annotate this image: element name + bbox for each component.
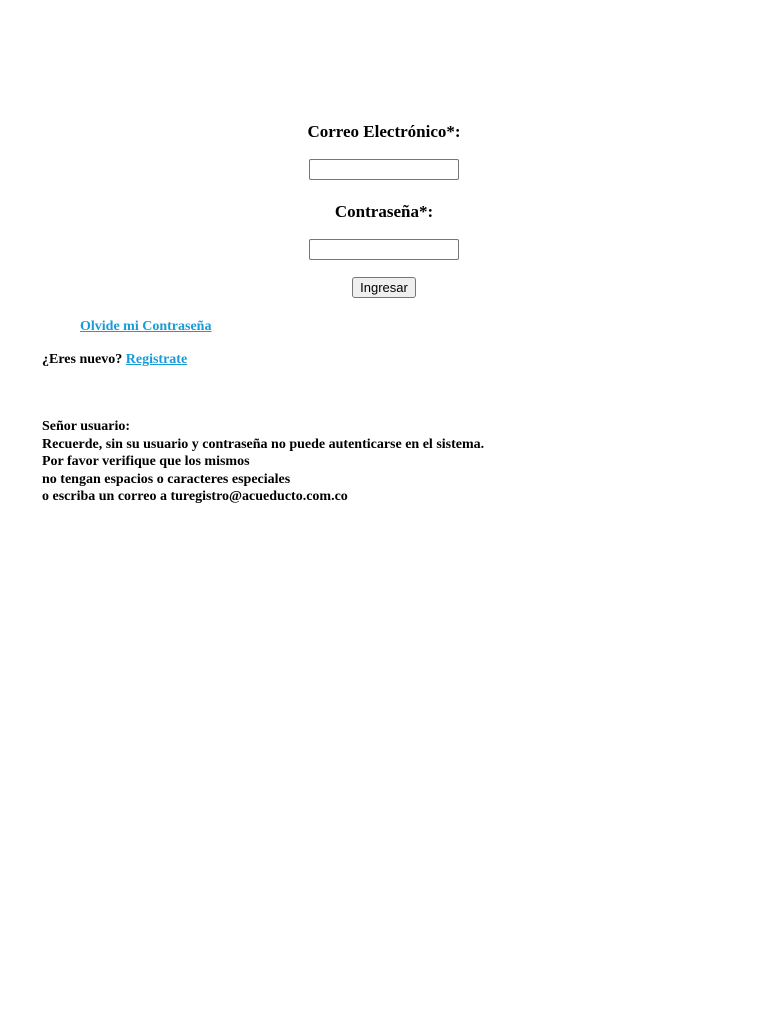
notice-line: no tengan espacios o caracteres especiales xyxy=(42,471,291,487)
email-field[interactable] xyxy=(309,159,459,180)
forgot-password-link[interactable]: Olvide mi Contraseña xyxy=(80,319,212,334)
password-field[interactable] xyxy=(309,239,459,260)
register-link[interactable]: Registrate xyxy=(125,352,188,367)
login-button[interactable]: Ingresar xyxy=(352,277,416,298)
new-user-prompt: ¿Eres nuevo? xyxy=(42,352,123,367)
user-notice xyxy=(42,418,484,506)
notice-line: Por favor verifique que los mismos xyxy=(42,454,250,469)
notice-line: Recuerde, sin su usuario y contraseña no puede autenticarse en el sistema. xyxy=(42,436,485,452)
notice-line: Señor usuario: xyxy=(42,419,131,434)
register-row xyxy=(42,351,187,369)
email-label: Correo Electrónico*: xyxy=(307,122,461,141)
forgot-password-row xyxy=(80,318,211,336)
login-form xyxy=(0,120,768,298)
notice-line: o escriba un correo a turegistro@acueducto.com.co xyxy=(42,489,348,504)
password-label: Contraseña*: xyxy=(334,202,434,221)
